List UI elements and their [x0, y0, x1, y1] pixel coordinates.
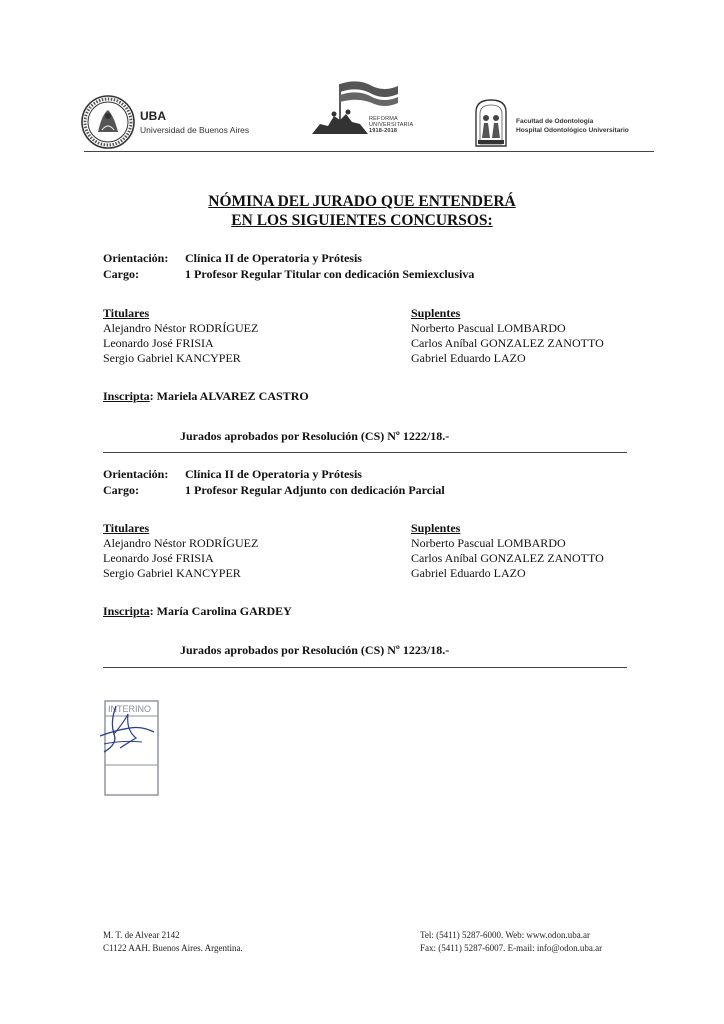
- suplente-name: Carlos Aníbal GONZALEZ ZANOTTO: [411, 336, 604, 350]
- titulares-heading: Titulares: [103, 306, 150, 320]
- resolucion-text: Jurados aprobados por Resolución (CS) Nº 1223/18.-: [180, 643, 450, 657]
- document-title-line1: NÓMINA DEL JURADO QUE ENTENDERÁ: [208, 193, 516, 210]
- reforma-text: [369, 116, 413, 134]
- cargo-label: Cargo:: [103, 267, 139, 281]
- suplente-name: Norberto Pascual LOMBARDO: [411, 321, 566, 335]
- uba-logo-text: UBA: [140, 109, 166, 123]
- titular-name: Alejandro Néstor RODRÍGUEZ: [103, 536, 259, 550]
- facultad-text: [516, 117, 629, 135]
- reforma-line1: REFORMA: [369, 116, 398, 122]
- orientacion-value: Clínica II de Operatoria y Prótesis: [185, 467, 362, 481]
- titular-name: Alejandro Néstor RODRÍGUEZ: [103, 321, 259, 335]
- facultad-line1: Facultad de Odontología: [516, 118, 594, 125]
- reforma-years: 1918-2018: [369, 128, 398, 134]
- reforma-line2: UNIVERSITARIA: [369, 122, 414, 128]
- titular-name: Leonardo José FRISIA: [103, 551, 214, 565]
- titular-name: Sergio Gabriel KANCYPER: [103, 351, 241, 365]
- orientacion-value: Clínica II de Operatoria y Prótesis: [185, 251, 362, 265]
- stamp-label: INTERINO: [108, 704, 152, 714]
- suplente-name: Gabriel Eduardo LAZO: [411, 566, 526, 580]
- cargo-value: 1 Profesor Regular Titular con dedicación Semiexclusiva: [185, 267, 475, 281]
- orientacion-label: Orientación:: [103, 251, 169, 265]
- section-divider: [103, 667, 627, 668]
- suplentes-heading: Suplentes: [411, 306, 461, 320]
- facultad-crest: [472, 98, 510, 148]
- header-rule: [84, 151, 654, 152]
- footer-contact-line1: Tel: (5411) 5287-6000. Web: www.odon.uba.ar: [420, 930, 591, 940]
- suplente-name: Carlos Aníbal GONZALEZ ZANOTTO: [411, 551, 604, 565]
- inscripta-name: : Mariela ALVAREZ CASTRO: [149, 389, 309, 403]
- titular-name: Leonardo José FRISIA: [103, 336, 214, 350]
- suplente-name: Gabriel Eduardo LAZO: [411, 351, 526, 365]
- suplente-name: Norberto Pascual LOMBARDO: [411, 536, 566, 550]
- inscripta-line: [103, 604, 292, 619]
- cargo-value: 1 Profesor Regular Adjunto con dedicación Parcial: [185, 483, 445, 497]
- titulares-heading: Titulares: [103, 521, 150, 535]
- orientacion-label: Orientación:: [103, 467, 169, 481]
- cargo-label: Cargo:: [103, 483, 139, 497]
- uba-subtitle: Universidad de Buenos Aires: [140, 125, 250, 135]
- footer-contact-line2: Fax: (5411) 5287-6007. E-mail: info@odon.uba.ar: [420, 943, 603, 953]
- footer-contact: [420, 929, 602, 955]
- footer-address-line2: C1122 AAH. Buenos Aires. Argentina.: [103, 943, 243, 953]
- document-title-line2: EN LOS SIGUIENTES CONCURSOS:: [231, 212, 493, 229]
- inscripta-line: [103, 389, 309, 404]
- facultad-line2: Hospital Odontológico Universitario: [516, 127, 629, 134]
- suplentes-heading: Suplentes: [411, 521, 461, 535]
- uba-seal: [80, 94, 136, 150]
- inscripta-label: Inscripta: [103, 604, 150, 618]
- inscripta-label: Inscripta: [103, 389, 150, 403]
- handwritten-signature: [96, 704, 158, 756]
- titular-name: Sergio Gabriel KANCYPER: [103, 566, 241, 580]
- footer-address: [103, 929, 243, 955]
- footer-address-line1: M. T. de Alvear 2142: [103, 930, 180, 940]
- section-divider: [103, 452, 627, 453]
- inscripta-name: : María Carolina GARDEY: [149, 604, 292, 618]
- resolucion-text: Jurados aprobados por Resolución (CS) Nº 1222/18.-: [180, 429, 450, 443]
